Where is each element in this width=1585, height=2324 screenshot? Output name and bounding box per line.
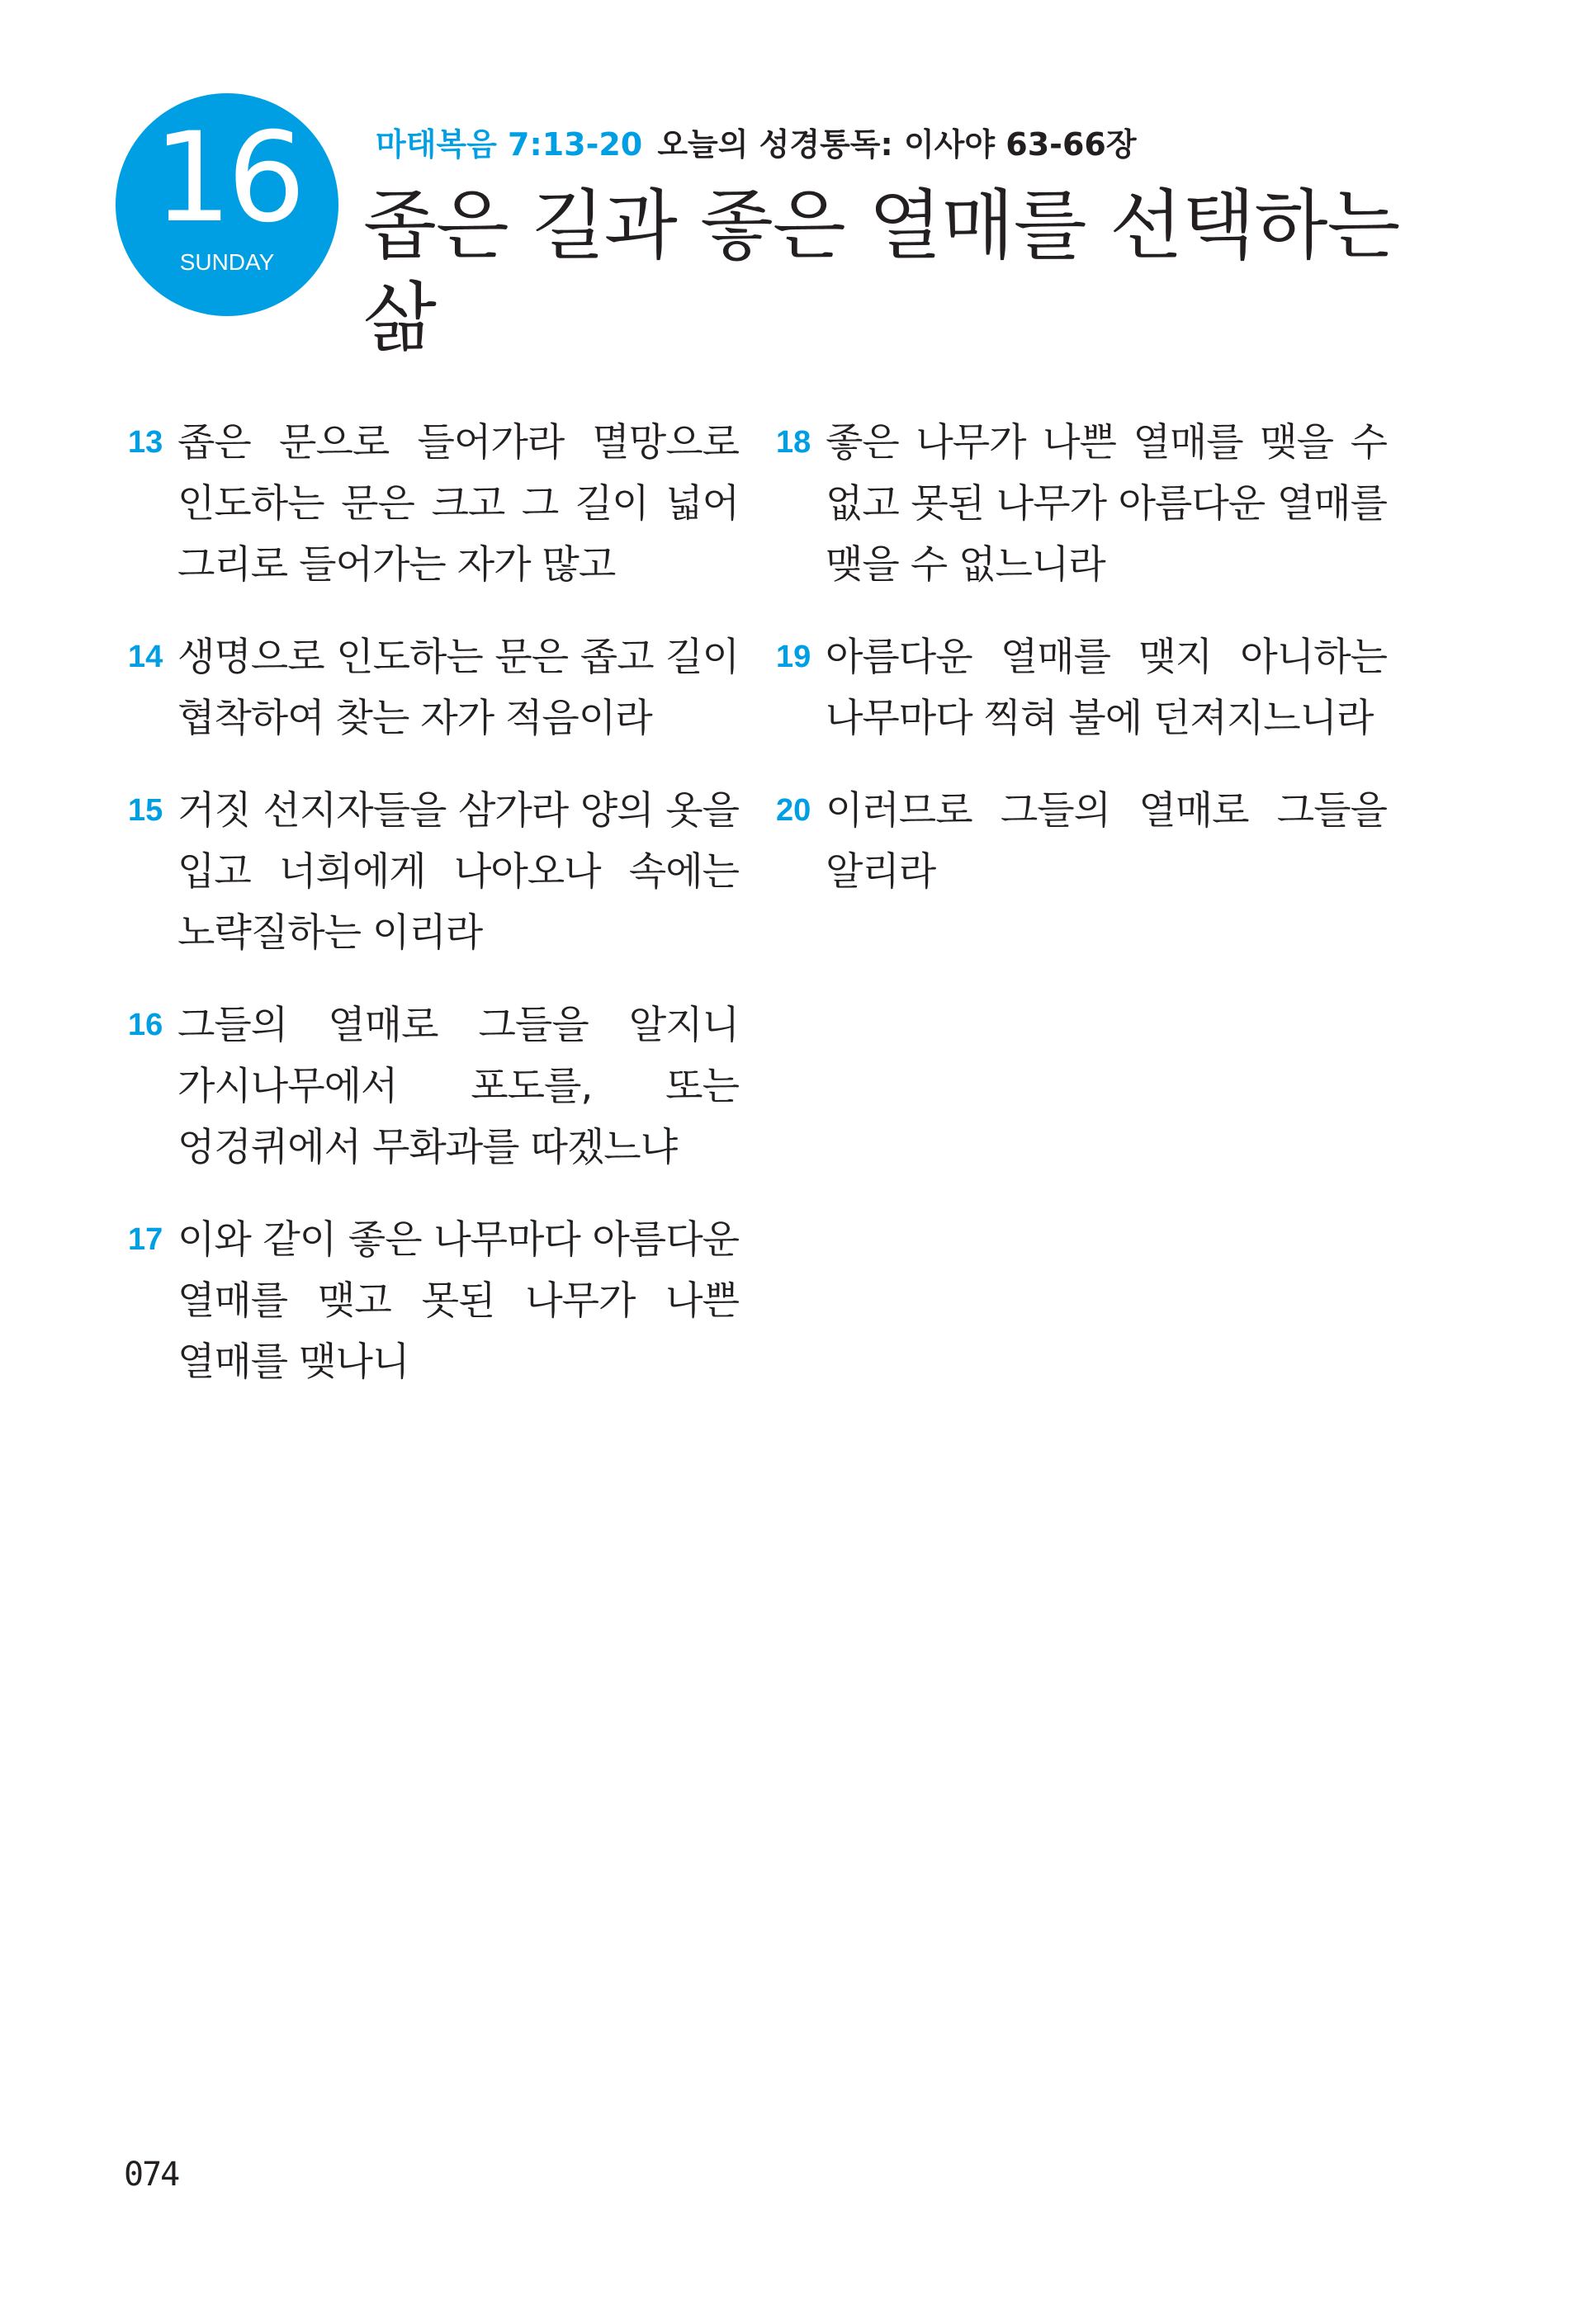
verse — [128, 1210, 739, 1393]
verses-column-left — [128, 413, 739, 1424]
verse-number: 18 — [776, 425, 811, 460]
verse-text: 거짓 선지자들을 삼가라 양의 옷을 입고 너희에게 나아오나 속에는 노략질하는 이리라 — [177, 788, 739, 956]
reading-plan: 오늘의 성경통독: 이사야 63-66장 — [657, 126, 1137, 163]
verse-number: 15 — [128, 793, 163, 828]
verse-text: 이와 같이 좋은 나무마다 아름다운 열매를 맺고 못된 나무가 나쁜 열매를 맺나니 — [177, 1217, 739, 1385]
verse-text: 생명으로 인도하는 문은 좁고 길이 협착하여 찾는 자가 적음이라 — [177, 635, 739, 741]
verses-column-right — [776, 413, 1387, 934]
verse — [128, 413, 739, 596]
verse-number: 20 — [776, 793, 811, 828]
day-number: 16 — [153, 106, 301, 250]
verse-number: 16 — [128, 1008, 163, 1042]
verse — [776, 413, 1387, 596]
day-badge — [116, 93, 338, 316]
verse — [776, 781, 1387, 903]
verse-number: 17 — [128, 1222, 163, 1257]
verse-number: 13 — [128, 425, 163, 460]
verse-text: 좁은 문으로 들어가라 멸망으로 인도하는 문은 크고 그 길이 넓어 그리로 들어가는 자가 많고 — [177, 420, 739, 588]
page-title: 좁은 길과 좋은 열매를 선택하는 삶 — [363, 182, 1400, 362]
verse — [776, 627, 1387, 749]
verse-text: 아름다운 열매를 맺지 아니하는 나무마다 찍혀 불에 던져지느니라 — [826, 635, 1387, 741]
verse — [128, 627, 739, 749]
verse-text: 이러므로 그들의 열매로 그들을 알리라 — [826, 788, 1387, 895]
verse-number: 19 — [776, 640, 811, 674]
passage-header — [376, 124, 1137, 165]
passage-reference: 마태복음 7:13-20 — [376, 126, 643, 163]
verse-text: 좋은 나무가 나쁜 열매를 맺을 수 없고 못된 나무가 아름다운 열매를 맺을 수 없느니라 — [826, 420, 1387, 588]
verse — [128, 781, 739, 964]
verse-number: 14 — [128, 640, 163, 674]
verse — [128, 995, 739, 1179]
verse-text: 그들의 열매로 그들을 알지니 가시나무에서 포도를, 또는 엉겅퀴에서 무화과를 따겠느냐 — [177, 1003, 739, 1170]
page-number: 074 — [124, 2156, 179, 2194]
weekday-label: SUNDAY — [179, 249, 275, 275]
